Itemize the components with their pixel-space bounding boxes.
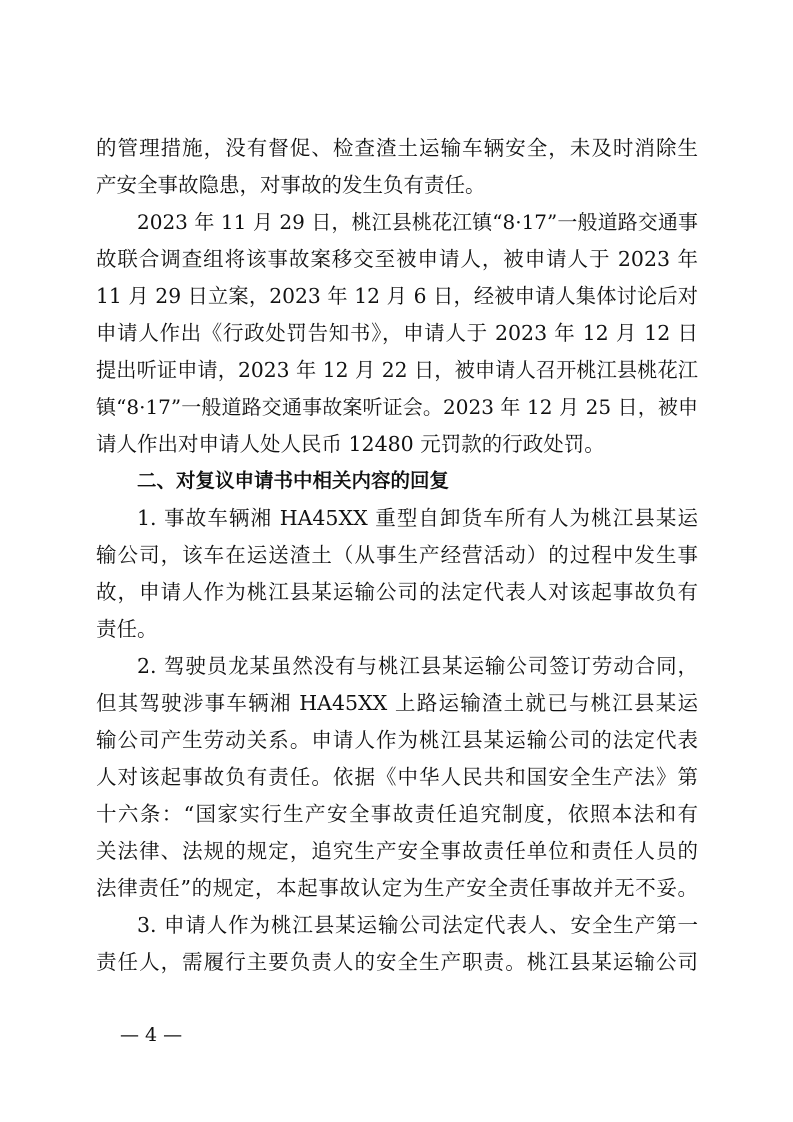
paragraph-line: 责任。 — [96, 617, 158, 641]
paragraph-line: 故，申请人作为桃江县某运输公司的法定代表人对该起事故负有 — [96, 580, 698, 604]
paragraph-line: 11 月 29 日立案，2023 年 12 月 6 日，经被申请人集体讨论后对 — [96, 284, 698, 308]
paragraph-line: 产安全事故隐患，对事故的发生负有责任。 — [96, 173, 486, 197]
paragraph-line: 但其驾驶涉事车辆湘 HA45XX 上路运输渣土就已与桃江县某运 — [96, 691, 698, 715]
paragraph-line: 2023 年 11 月 29 日，桃江县桃花江镇“8·17”一般道路交通事 — [137, 210, 698, 234]
paragraph-line: 的管理措施，没有督促、检查渣土运输车辆安全，未及时消除生 — [96, 136, 698, 160]
section-heading: 二、对复议申请书中相关内容的回复 — [137, 469, 450, 492]
paragraph-line: 十六条：“国家实行生产安全事故责任追究制度，依照本法和有 — [96, 802, 698, 826]
paragraph-line: 3. 申请人作为桃江县某运输公司法定代表人、安全生产第一 — [137, 913, 698, 937]
paragraph-line: 关法律、法规的规定，追究生产安全事故责任单位和责任人员的 — [96, 839, 698, 863]
paragraph-line: 1. 事故车辆湘 HA45XX 重型自卸货车所有人为桃江县某运 — [137, 506, 698, 530]
paragraph-line: 人对该起事故负有责任。依据《中华人民共和国安全生产法》第 — [96, 765, 698, 789]
paragraph-line: 法律责任”的规定，本起事故认定为生产安全责任事故并无不妥。 — [96, 876, 698, 900]
paragraph-line: 故联合调查组将该事故案移交至被申请人，被申请人于 2023 年 — [96, 247, 698, 271]
paragraph-line: 请人作出对申请人处人民币 12480 元罚款的行政处罚。 — [96, 432, 605, 456]
paragraph-line: 输公司，该车在运送渣土（从事生产经营活动）的过程中发生事 — [96, 543, 698, 567]
paragraph-line: 责任人，需履行主要负责人的安全生产职责。桃江县某运输公司 — [96, 950, 698, 974]
paragraph-line: 输公司产生劳动关系。申请人作为桃江县某运输公司的法定代表 — [96, 728, 698, 752]
paragraph-line: 提出听证申请，2023 年 12 月 22 日，被申请人召开桃江县桃花江 — [96, 358, 698, 382]
paragraph-line: 申请人作出《行政处罚告知书》，申请人于 2023 年 12 月 12 日 — [96, 321, 698, 345]
paragraph-line: 镇“8·17”一般道路交通事故案听证会。2023 年 12 月 25 日，被申 — [96, 395, 698, 419]
page-number: — 4 — — [120, 1024, 183, 1046]
paragraph-line: 2. 驾驶员龙某虽然没有与桃江县某运输公司签订劳动合同， — [137, 654, 698, 678]
